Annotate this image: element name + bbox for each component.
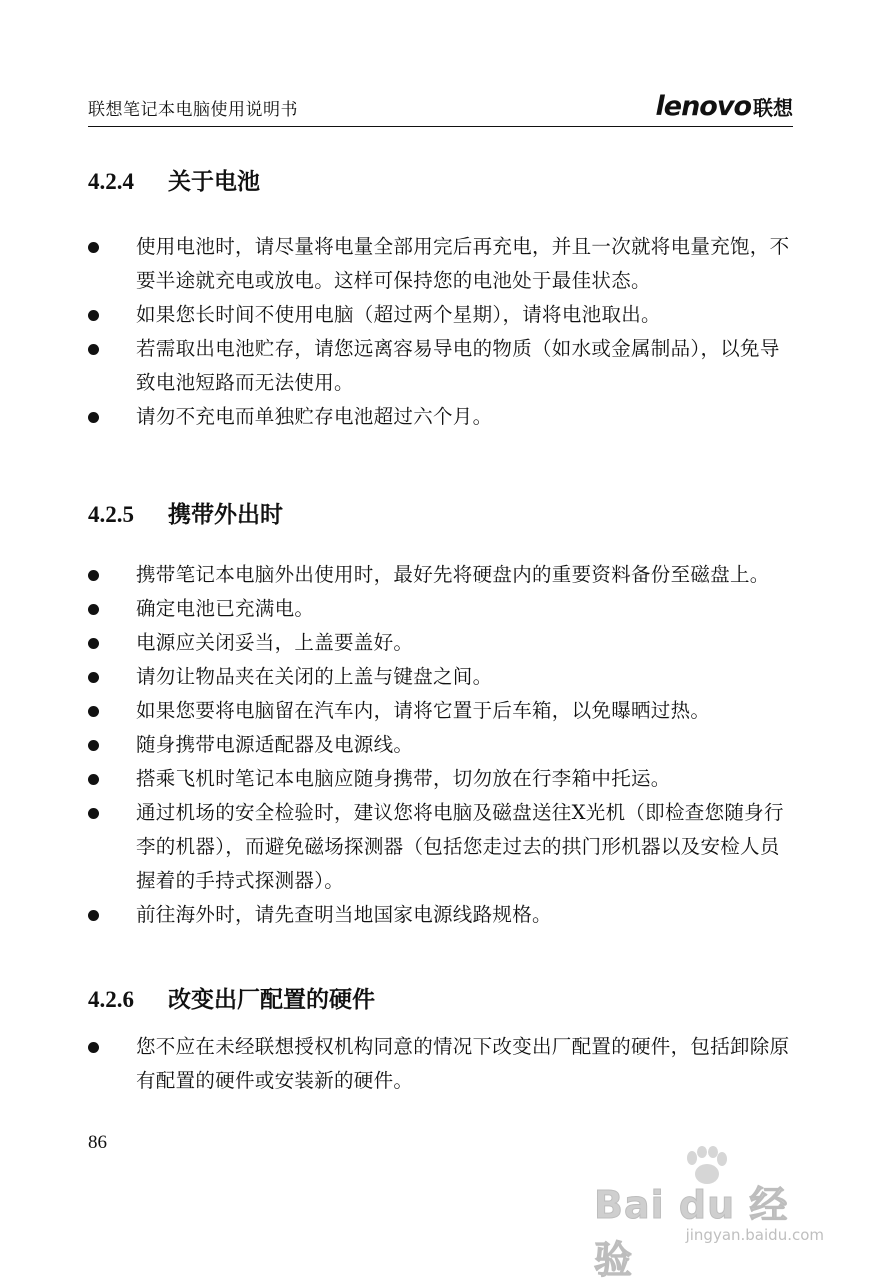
bullet-icon	[88, 774, 99, 785]
bullet-icon	[88, 910, 99, 921]
bullet-icon	[88, 1042, 99, 1053]
list-item: 若需取出电池贮存，请您远离容易导电的物质（如水或金属制品），以免导致电池短路而无法使用。	[88, 332, 793, 400]
list-item: 随身携带电源适配器及电源线。	[88, 728, 793, 762]
section-number: 4.2.5	[88, 502, 134, 527]
bullet-icon	[88, 570, 99, 581]
bullet-list	[88, 230, 793, 434]
list-item: 前往海外时，请先查明当地国家电源线路规格。	[88, 898, 793, 932]
bullet-icon	[88, 740, 99, 751]
section-number: 4.2.4	[88, 169, 134, 194]
watermark-url: jingyan.baidu.com	[685, 1226, 824, 1244]
list-item: 电源应关闭妥当，上盖要盖好。	[88, 626, 793, 660]
bullet-icon	[88, 344, 99, 355]
section-heading	[88, 497, 793, 533]
bullet-icon	[88, 604, 99, 615]
baidu-watermark	[594, 1146, 824, 1282]
list-item: 如果您要将电脑留在汽车内，请将它置于后车箱，以免曝晒过热。	[88, 694, 793, 728]
section-number: 4.2.6	[88, 987, 134, 1012]
bullet-icon	[88, 412, 99, 423]
list-item: 请勿让物品夹在关闭的上盖与键盘之间。	[88, 660, 793, 694]
header-title: 联想笔记本电脑使用说明书	[88, 100, 298, 120]
bullet-icon	[88, 808, 99, 819]
lenovo-logo	[656, 91, 794, 122]
watermark-brand: Bai du 经验	[594, 1183, 789, 1282]
section-battery	[88, 164, 793, 434]
page-number: 86	[88, 1132, 107, 1153]
list-item: 请勿不充电而单独贮存电池超过六个月。	[88, 400, 793, 434]
section-title: 携带外出时	[168, 502, 283, 528]
list-item: 使用电池时，请尽量将电量全部用完后再充电，并且一次就将电量充饱，不要半途就充电或放电。这样可保持您的电池处于最佳状态。	[88, 230, 793, 298]
bullet-icon	[88, 638, 99, 649]
bullet-icon	[88, 706, 99, 717]
bullet-icon	[88, 672, 99, 683]
section-hardware	[88, 982, 793, 1098]
section-title: 关于电池	[168, 169, 260, 195]
page-header	[88, 86, 793, 127]
list-item: 如果您长时间不使用电脑（超过两个星期），请将电池取出。	[88, 298, 793, 332]
bullet-list	[88, 1030, 793, 1098]
bullet-icon	[88, 310, 99, 321]
section-heading	[88, 164, 793, 200]
list-item: 确定电池已充满电。	[88, 592, 793, 626]
bullet-icon	[88, 242, 99, 253]
logo-text-en: lenovo	[655, 91, 751, 122]
list-item: 您不应在未经联想授权机构同意的情况下改变出厂配置的硬件，包括卸除原有配置的硬件或安装新的硬件。	[88, 1030, 793, 1098]
section-travel	[88, 497, 793, 932]
section-title: 改变出厂配置的硬件	[168, 987, 375, 1013]
list-item: 通过机场的安全检验时，建议您将电脑及磁盘送往X光机（即检查您随身行李的机器），而避免磁场探测器（包括您走过去的拱门形机器以及安检人员握着的手持式探测器）。	[88, 796, 793, 898]
logo-text-cn: 联想	[753, 96, 793, 120]
list-item: 搭乘飞机时笔记本电脑应随身携带，切勿放在行李箱中托运。	[88, 762, 793, 796]
list-item: 携带笔记本电脑外出使用时，最好先将硬盘内的重要资料备份至磁盘上。	[88, 558, 793, 592]
section-heading	[88, 982, 793, 1018]
bullet-list	[88, 558, 793, 932]
